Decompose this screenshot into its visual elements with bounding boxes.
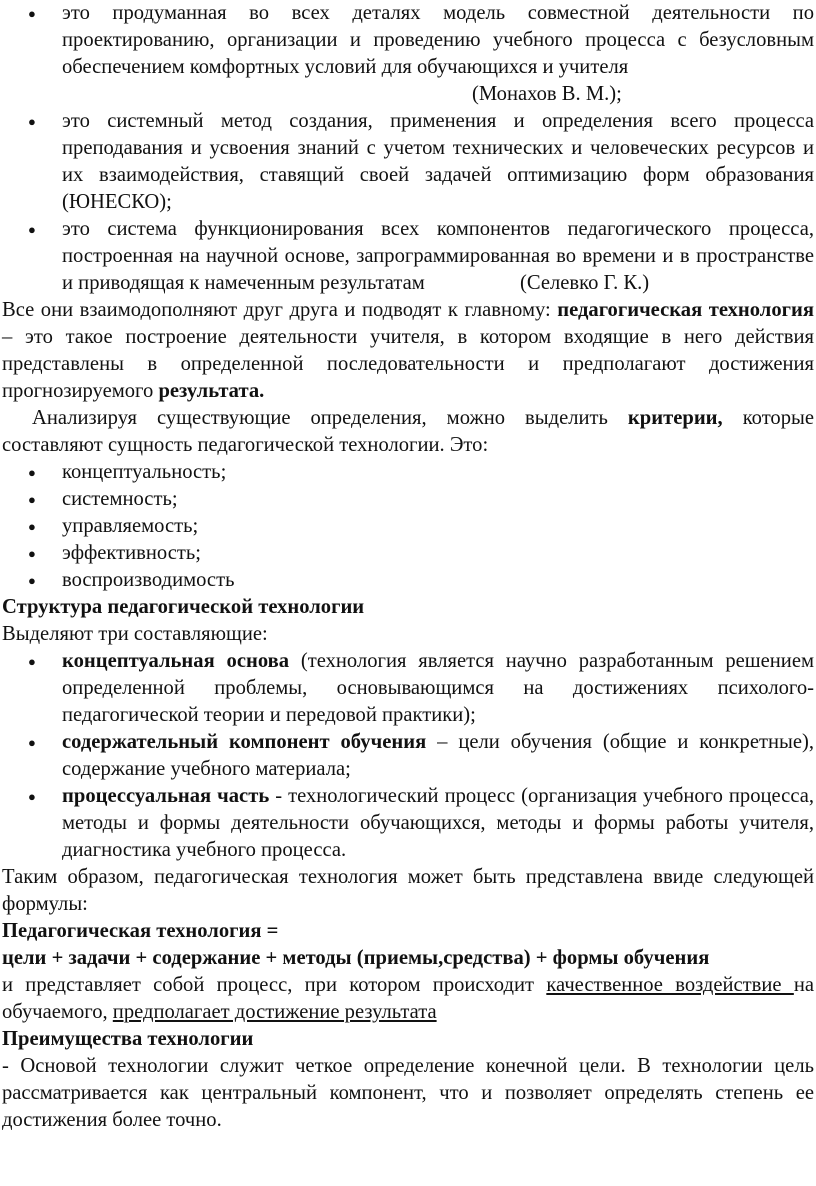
structure-heading-text: Структура педагогической технологии	[2, 596, 365, 618]
criteria-list	[2, 459, 814, 594]
formula-tail-before: и представляет собой процесс, при котором происходит	[2, 974, 547, 996]
summary-middle: – это такое построение деятельности учителя, в котором входящие в него действия представлены в определенной последовательности и предполагают достижения прогнозируемого	[2, 326, 814, 402]
list-item	[2, 108, 814, 216]
criteria-after: которые составляют сущность педагогической технологии. Это:	[2, 407, 814, 456]
criterion: воспроизводимость	[62, 569, 235, 591]
component-term: процессуальная часть	[62, 785, 270, 807]
bullet-icon: ●	[28, 573, 36, 588]
bullet-icon: ●	[28, 654, 36, 669]
list-item	[2, 540, 814, 567]
criteria-term: критерии,	[627, 407, 723, 429]
advantages-text: - Основой технологии служит четкое определение конечной цели. В технологии цель рассматривается как центральный компонент, что и позволяет определять степень ее достижения более точно.	[2, 1055, 814, 1131]
definition-text: это система функционирования всех компонентов педагогического процесса, построенная на научной основе, запрограммированная во времени и в пространстве и приводящая к намеченным результатам	[62, 218, 814, 294]
criterion: эффективность;	[62, 542, 201, 564]
summary-term: педагогическая технология	[557, 299, 814, 321]
formula-line2	[2, 945, 814, 972]
summary-intro: Все они взаимодополняют друг друга и подводят к главному:	[2, 299, 558, 321]
bullet-icon: ●	[28, 789, 36, 804]
component-term: содержательный компонент обучения	[62, 731, 427, 753]
list-item	[2, 783, 814, 864]
component-text: – цели обучения (общие и конкретные), содержание учебного материала;	[62, 731, 814, 780]
list-item	[2, 567, 814, 594]
formula-intro: Таким образом, педагогическая технология может быть представлена ввиде следующей формулы:	[2, 866, 814, 915]
component-term: концептуальная основа	[62, 650, 290, 672]
list-item	[2, 486, 814, 513]
list-item	[2, 0, 814, 108]
formula-line1	[2, 918, 814, 945]
structure-heading	[2, 594, 814, 621]
bullet-icon: ●	[28, 114, 36, 129]
criteria-before: Анализируя существующие определения, можно выделить	[32, 407, 628, 429]
definition-text: это продуманная во всех деталях модель совместной деятельности по проектированию, организации и проведению учебного процесса с безусловным обеспечением комфортных условий для обучающихся и учителя	[62, 2, 814, 78]
bullet-icon: ●	[28, 519, 36, 534]
formula-underlined-1: качественное воздействие	[546, 974, 794, 996]
component-text: (технология является научно разработанным решением определенной проблемы, основывающимся на достижениях психолого-педагогической теории и передовой практики);	[62, 650, 814, 726]
formula-tail-mid: на обучаемого,	[2, 974, 814, 1023]
summary-paragraph	[2, 297, 814, 405]
criteria-paragraph	[2, 405, 814, 459]
list-item	[2, 648, 814, 729]
citation: (Монахов В. М.);	[472, 83, 622, 105]
criterion: системность;	[62, 488, 178, 510]
criterion: управляемость;	[62, 515, 199, 537]
advantages-heading	[2, 1026, 814, 1053]
bullet-icon: ●	[28, 465, 36, 480]
criterion: концептуальность;	[62, 461, 227, 483]
bullet-icon: ●	[28, 546, 36, 561]
advantages-heading-text: Преимущества технологии	[2, 1028, 254, 1050]
list-item	[2, 729, 814, 783]
summary-result: результата.	[158, 380, 265, 402]
citation: (Селевко Г. К.)	[520, 272, 650, 294]
bullet-icon: ●	[28, 222, 36, 237]
bullet-icon: ●	[28, 492, 36, 507]
definitions-list	[2, 0, 814, 297]
bullet-icon: ●	[28, 735, 36, 750]
formula-underlined-2: предполагает достижение результата	[112, 1001, 437, 1023]
structure-intro: Выделяют три составляющие:	[2, 623, 268, 645]
definition-text: это системный метод создания, применения и определения всего процесса преподавания и усвоения знаний с учетом технических и человеческих ресурсов и их взаимодействия, ставящий своей задачей оптимизацию форм образования (ЮНЕСКО);	[62, 110, 814, 213]
formula-line2-text: цели + задачи + содержание + методы (приемы,средства) + формы обучения	[2, 947, 710, 969]
bullet-icon: ●	[28, 6, 36, 21]
list-item	[2, 216, 814, 297]
structure-list	[2, 648, 814, 864]
formula-tail	[2, 972, 814, 1026]
formula-line1-text: Педагогическая технология =	[2, 920, 279, 942]
list-item	[2, 459, 814, 486]
component-text: - технологический процесс (организация учебного процесса, методы и формы деятельности обучающихся, методы и формы работы учителя, диагностика учебного процесса.	[62, 785, 814, 861]
list-item	[2, 513, 814, 540]
